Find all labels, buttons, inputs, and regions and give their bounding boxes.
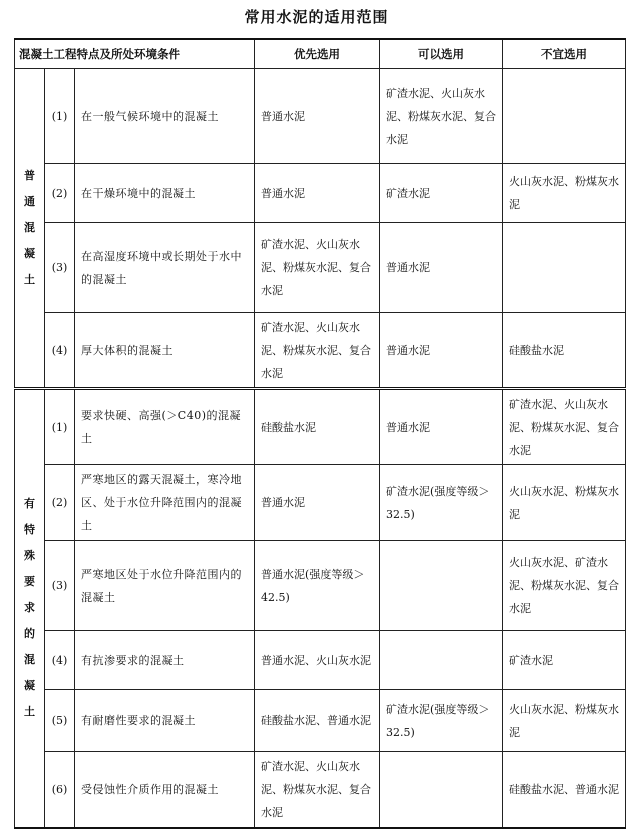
unsuitable-cell: 火山灰水泥、粉煤灰水泥 — [503, 690, 626, 752]
table-row — [15, 541, 626, 631]
row-index: (3) — [45, 541, 75, 631]
condition-cell: 厚大体积的混凝土 — [75, 313, 255, 389]
optional-cell — [380, 752, 503, 828]
preferred-cell: 普通水泥 — [255, 69, 380, 164]
preferred-cell: 普通水泥 — [255, 465, 380, 541]
condition-cell: 有抗渗要求的混凝土 — [75, 631, 255, 690]
header-condition: 混凝土工程特点及所处环境条件 — [15, 39, 255, 69]
row-index: (4) — [45, 313, 75, 389]
unsuitable-cell: 火山灰水泥、粉煤灰水泥 — [503, 164, 626, 223]
condition-cell: 要求快硬、高强(＞C40)的混凝土 — [75, 389, 255, 465]
group-label-special: 有特殊要求的混凝土 — [15, 389, 45, 828]
table-row — [15, 389, 626, 465]
row-index: (6) — [45, 752, 75, 828]
preferred-cell: 硅酸盐水泥、普通水泥 — [255, 690, 380, 752]
condition-cell: 严寒地区的露天混凝土，寒冷地区、处于水位升降范围内的混凝土 — [75, 465, 255, 541]
table-row — [15, 465, 626, 541]
optional-cell: 矿渣水泥(强度等级＞32.5) — [380, 465, 503, 541]
row-index: (5) — [45, 690, 75, 752]
unsuitable-cell: 火山灰水泥、粉煤灰水泥 — [503, 465, 626, 541]
unsuitable-cell: 矿渣水泥、火山灰水泥、粉煤灰水泥、复合水泥 — [503, 389, 626, 465]
group-label-ordinary: 普通混凝土 — [15, 69, 45, 389]
row-index: (1) — [45, 69, 75, 164]
condition-cell: 在干燥环境中的混凝土 — [75, 164, 255, 223]
unsuitable-cell: 火山灰水泥、矿渣水泥、粉煤灰水泥、复合水泥 — [503, 541, 626, 631]
unsuitable-cell — [503, 69, 626, 164]
preferred-cell: 矿渣水泥、火山灰水泥、粉煤灰水泥、复合水泥 — [255, 752, 380, 828]
condition-cell: 在一般气候环境中的混凝土 — [75, 69, 255, 164]
preferred-cell: 硅酸盐水泥 — [255, 389, 380, 465]
row-index: (2) — [45, 465, 75, 541]
unsuitable-cell — [503, 223, 626, 313]
table-row — [15, 313, 626, 389]
table-row — [15, 752, 626, 828]
row-index: (2) — [45, 164, 75, 223]
optional-cell: 普通水泥 — [380, 313, 503, 389]
row-index: (1) — [45, 389, 75, 465]
preferred-cell: 普通水泥(强度等级＞42.5) — [255, 541, 380, 631]
unsuitable-cell: 硅酸盐水泥、普通水泥 — [503, 752, 626, 828]
unsuitable-cell: 矿渣水泥 — [503, 631, 626, 690]
optional-cell — [380, 631, 503, 690]
table-row — [15, 223, 626, 313]
preferred-cell: 矿渣水泥、火山灰水泥、粉煤灰水泥、复合水泥 — [255, 223, 380, 313]
optional-cell — [380, 541, 503, 631]
preferred-cell: 普通水泥、火山灰水泥 — [255, 631, 380, 690]
header-row — [15, 39, 626, 69]
condition-cell: 有耐磨性要求的混凝土 — [75, 690, 255, 752]
condition-cell: 在高湿度环境中或长期处于水中的混凝土 — [75, 223, 255, 313]
row-index: (4) — [45, 631, 75, 690]
preferred-cell: 矿渣水泥、火山灰水泥、粉煤灰水泥、复合水泥 — [255, 313, 380, 389]
row-index: (3) — [45, 223, 75, 313]
header-optional: 可以选用 — [380, 39, 503, 69]
table-row — [15, 631, 626, 690]
optional-cell: 矿渣水泥(强度等级＞32.5) — [380, 690, 503, 752]
cement-usage-table — [14, 38, 626, 829]
condition-cell: 严寒地区处于水位升降范围内的混凝土 — [75, 541, 255, 631]
page-title: 常用水泥的适用范围 — [244, 8, 389, 26]
header-preferred: 优先选用 — [255, 39, 380, 69]
optional-cell: 普通水泥 — [380, 389, 503, 465]
optional-cell: 普通水泥 — [380, 223, 503, 313]
table-row — [15, 690, 626, 752]
optional-cell: 矿渣水泥 — [380, 164, 503, 223]
condition-cell: 受侵蚀性介质作用的混凝土 — [75, 752, 255, 828]
preferred-cell: 普通水泥 — [255, 164, 380, 223]
optional-cell: 矿渣水泥、火山灰水泥、粉煤灰水泥、复合水泥 — [380, 69, 503, 164]
table-row — [15, 69, 626, 164]
header-unsuitable: 不宜选用 — [503, 39, 626, 69]
table-row — [15, 164, 626, 223]
unsuitable-cell: 硅酸盐水泥 — [503, 313, 626, 389]
